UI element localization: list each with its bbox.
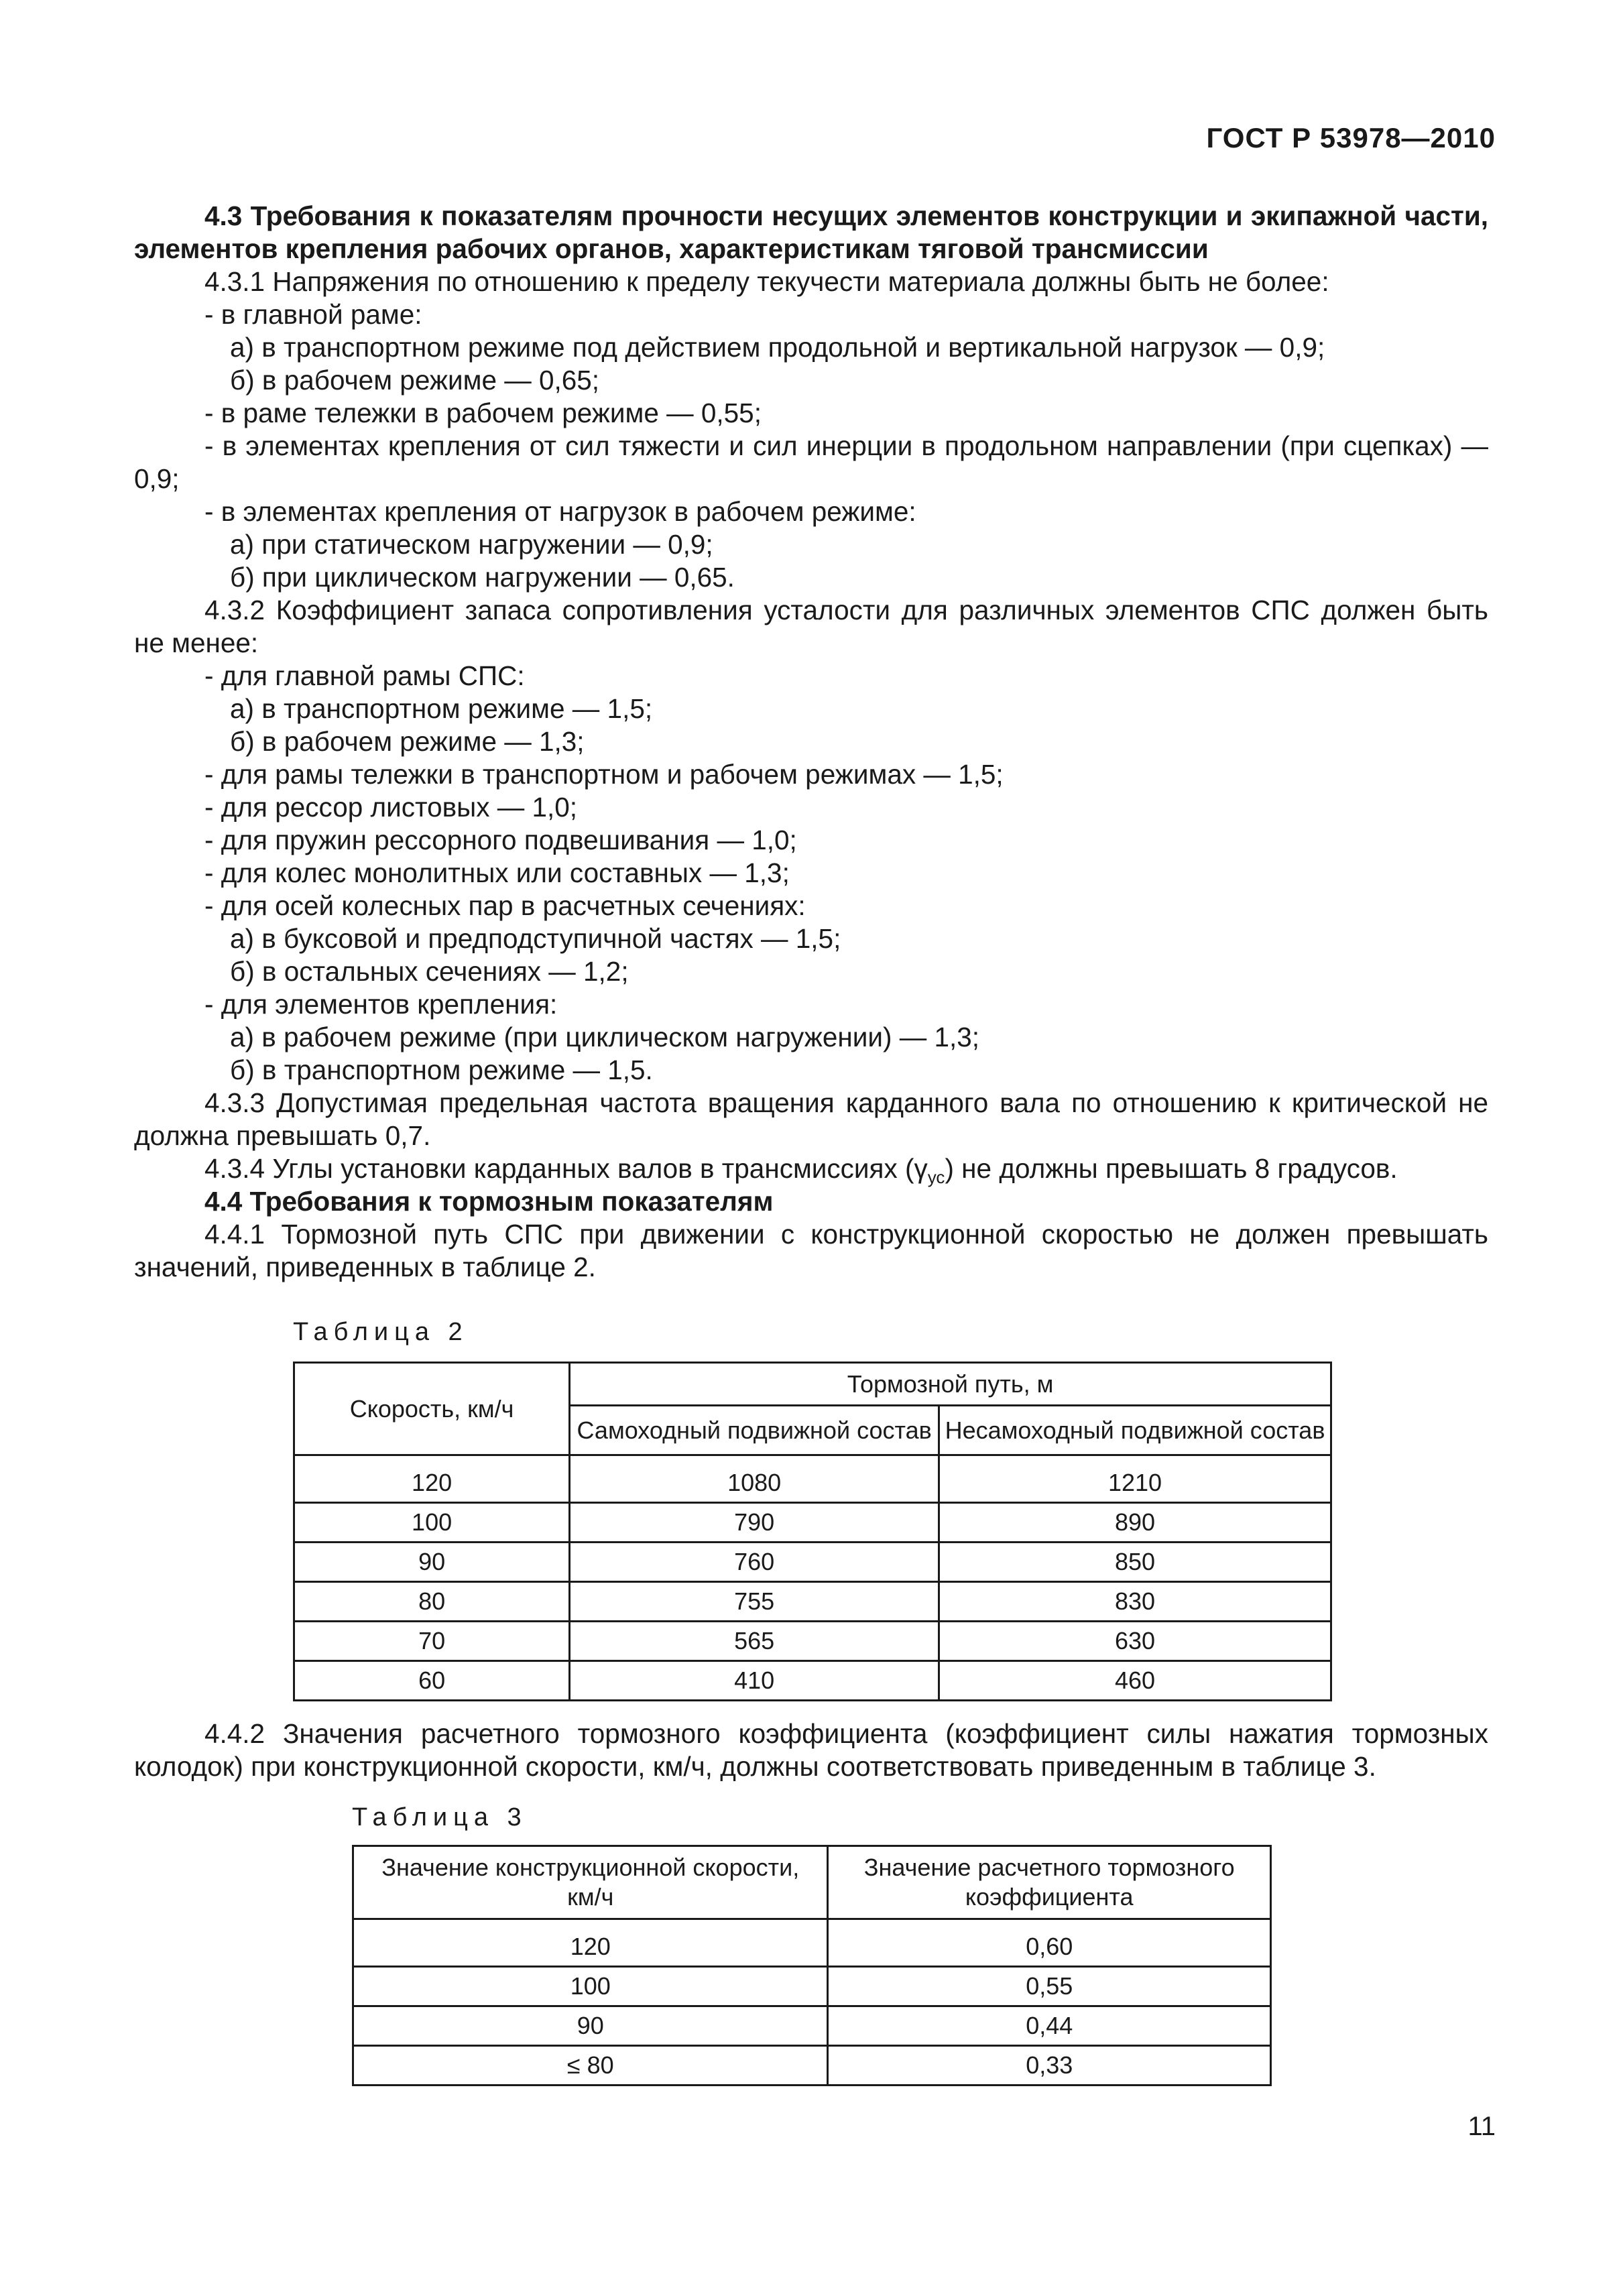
table-row <box>294 1582 1331 1622</box>
table-row <box>294 1543 1331 1582</box>
table-cell: 755 <box>570 1582 939 1622</box>
table-3-braking-coefficient <box>352 1845 1272 2086</box>
table-2-caption: Таблица 2 <box>293 1318 469 1346</box>
table-cell: 630 <box>939 1622 1331 1661</box>
table-spacer-row <box>353 1919 1271 1929</box>
table-cell: 120 <box>353 1928 828 1967</box>
list-item: - для пружин рессорного подвешивания — 1,0; <box>204 825 797 855</box>
paragraph-4-3-2: 4.3.2 Коэффициент запаса сопротивления усталости для различных элементов СПС должен быть не менее: <box>134 595 1488 658</box>
list-subitem: б) в рабочем режиме — 0,65; <box>230 365 600 396</box>
table-cell: 1210 <box>939 1464 1331 1503</box>
table-row <box>294 1622 1331 1661</box>
column-header-braking-distance: Тормозной путь, м <box>570 1363 1331 1406</box>
table-cell: 70 <box>294 1622 570 1661</box>
paragraph-4-3-4-text-end: ) не должны превышать 8 градусов. <box>945 1153 1398 1184</box>
table-cell: 565 <box>570 1622 939 1661</box>
table-row <box>353 2046 1271 2086</box>
table-cell: 0,44 <box>828 2006 1271 2046</box>
section-heading-4-4: 4.4 Требования к тормозным показателям <box>204 1186 774 1217</box>
list-subitem: а) в рабочем режиме (при циклическом нагружении) — 1,3; <box>230 1022 980 1052</box>
table-row <box>353 2006 1271 2046</box>
table-row <box>294 1464 1331 1503</box>
list-item: - для рамы тележки в транспортном и рабочем режимах — 1,5; <box>204 759 1004 790</box>
list-subitem: б) при циклическом нагружении — 0,65. <box>230 562 735 593</box>
table-row <box>294 1503 1331 1543</box>
gamma-subscript: ус <box>927 1167 945 1187</box>
paragraph-4-3-4-text: 4.3.4 Углы установки карданных валов в трансмиссиях (γ <box>204 1153 928 1184</box>
table-cell: 80 <box>294 1582 570 1622</box>
section-heading-4-3: 4.3 Требования к показателям прочности несущих элементов конструкции и экипажной части, элементов крепления рабочих органов, характеристикам тяговой трансмиссии <box>134 200 1488 264</box>
list-item: - для элементов крепления: <box>204 989 558 1020</box>
table-cell: 1080 <box>570 1464 939 1503</box>
table-spacer-row <box>294 1455 1331 1465</box>
table-cell: 0,55 <box>828 1967 1271 2006</box>
table-cell: 460 <box>939 1661 1331 1701</box>
table-cell: ≤ 80 <box>353 2046 828 2086</box>
column-header-braking-coefficient: Значение расчетного тормозного коэффициента <box>828 1846 1271 1919</box>
table-cell: 0,33 <box>828 2046 1271 2086</box>
paragraph-4-4-2: 4.4.2 Значения расчетного тормозного коэффициента (коэффициент силы нажатия тормозных колодок) при конструкционной скорости, км/ч, должны соответствовать приведенным в таблице 3. <box>134 1718 1488 1782</box>
table-cell: 100 <box>294 1503 570 1543</box>
list-subitem: а) при статическом нагружении — 0,9; <box>230 529 713 560</box>
table-cell: 410 <box>570 1661 939 1701</box>
table-cell: 760 <box>570 1543 939 1582</box>
column-header-design-speed: Значение конструкционной скорости, км/ч <box>353 1846 828 1919</box>
table-row <box>294 1661 1331 1701</box>
list-item: - для рессор листовых — 1,0; <box>204 792 578 823</box>
table-row <box>353 1928 1271 1967</box>
list-subitem: а) в транспортном режиме под действием продольной и вертикальной нагрузок — 0,9; <box>230 332 1325 363</box>
table-cell: 0,60 <box>828 1928 1271 1967</box>
table-cell: 90 <box>294 1543 570 1582</box>
table-cell: 890 <box>939 1503 1331 1543</box>
list-subitem: а) в транспортном режиме — 1,5; <box>230 693 653 724</box>
list-subitem: б) в транспортном режиме — 1,5. <box>230 1054 653 1085</box>
table-cell: 830 <box>939 1582 1331 1622</box>
table-3-caption: Таблица 3 <box>352 1803 528 1831</box>
table-cell: 60 <box>294 1661 570 1701</box>
table-cell: 790 <box>570 1503 939 1543</box>
list-item: - для колес монолитных или составных — 1,3; <box>204 857 790 888</box>
list-subitem: б) в рабочем режиме — 1,3; <box>230 726 585 757</box>
page-number: 11 <box>1467 2112 1496 2141</box>
document-body <box>134 200 1488 1284</box>
list-item: - для осей колесных пар в расчетных сечениях: <box>204 890 806 921</box>
column-header-speed: Скорость, км/ч <box>294 1363 570 1455</box>
table-2-braking-distance <box>293 1362 1332 1701</box>
paragraph-4-3-4 <box>134 1152 1488 1185</box>
table-cell: 100 <box>353 1967 828 2006</box>
table-cell: 120 <box>294 1464 570 1503</box>
list-item: - для главной рамы СПС: <box>204 660 525 691</box>
list-subitem: б) в остальных сечениях — 1,2; <box>230 956 629 987</box>
column-header-self-propelled: Самоходный подвижной состав <box>570 1406 939 1455</box>
paragraph-4-4-1: 4.4.1 Тормозной путь СПС при движении с конструкционной скоростью не должен превышать значений, приведенных в таблице 2. <box>134 1219 1488 1282</box>
list-item: - в раме тележки в рабочем режиме — 0,55; <box>204 398 762 428</box>
list-item: - в главной раме: <box>204 299 422 330</box>
list-item: - в элементах крепления от сил тяжести и сил инерции в продольном направлении (при сцепках) — 0,9; <box>134 430 1488 494</box>
standard-code: ГОСТ Р 53978—2010 <box>1206 122 1496 154</box>
list-item: - в элементах крепления от нагрузок в рабочем режиме: <box>204 496 916 527</box>
column-header-non-self-propelled: Несамоходный подвижной состав <box>939 1406 1331 1455</box>
table-cell: 850 <box>939 1543 1331 1582</box>
paragraph-4-3-3: 4.3.3 Допустимая предельная частота вращения карданного вала по отношению к критической не должна превышать 0,7. <box>134 1087 1488 1151</box>
paragraph-4-3-1: 4.3.1 Напряжения по отношению к пределу текучести материала должны быть не более: <box>204 266 1329 297</box>
table-row <box>353 1967 1271 2006</box>
table-cell: 90 <box>353 2006 828 2046</box>
list-subitem: а) в буксовой и предподступичной частях — 1,5; <box>230 923 841 954</box>
